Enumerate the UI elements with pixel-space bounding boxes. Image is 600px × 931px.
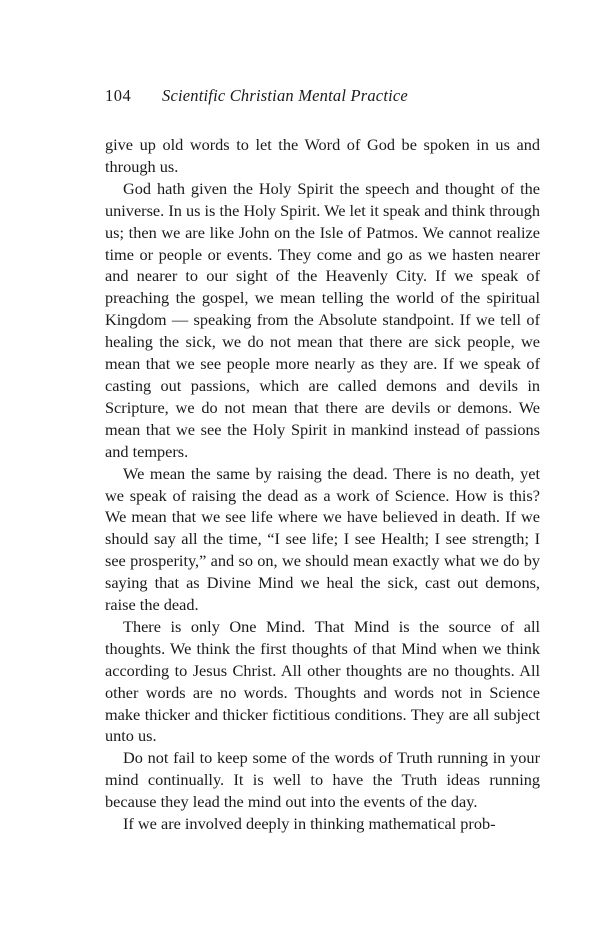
paragraph: God hath given the Holy Spirit the speech and thought of the universe. In us is the Holy Spirit. We let it speak and think through us; then we are like John on the Isle of Patmos. We cannot realize time or people or events. They come and go as we hasten nearer and nearer to our sight of the Heavenly City. If we speak of preaching the gospel, we mean telling the world of the spiritual Kingdom — speaking from the Absolute standpoint. If we tell of healing the sick, we do not mean that there are sick people, we mean that we see people more nearly as they are. If we speak of casting out passions, which are called demons and devils in Scripture, we do not mean that there are devils or demons. We mean that we see the Holy Spirit in mankind instead of passions and tempers. xyxy=(105,178,540,461)
paragraph: There is only One Mind. That Mind is the source of all thoughts. We think the first thoughts of that Mind when we think according to Jesus Christ. All other thoughts are no thoughts. All other words are no words. Thoughts and words not in Science make thicker and thicker fictitious conditions. They are all subject unto us. xyxy=(105,616,540,746)
book-page xyxy=(105,86,540,835)
body-text xyxy=(105,134,540,835)
page-number: 104 xyxy=(105,86,132,105)
paragraph: give up old words to let the Word of God be spoken in us and through us. xyxy=(105,135,540,176)
paragraph: If we are involved deeply in thinking mathematical prob- xyxy=(123,814,496,834)
book-title: Scientific Christian Mental Practice xyxy=(162,86,408,105)
running-head xyxy=(105,86,540,110)
paragraph: Do not fail to keep some of the words of Truth running in your mind continually. It is well to have the Truth ideas running because they lead the mind out into the events of the day. xyxy=(105,748,540,812)
paragraph: We mean the same by raising the dead. There is no death, yet we speak of raising the dead as a work of Science. How is this? We mean that we see life where we have believed in death. If we should say all the time, “I see life; I see Health; I see strength; I see prosperity,” and so on, we should mean exactly what we do by saying that as Divine Mind we heal the sick, cast out demons, raise the dead. xyxy=(105,463,540,615)
